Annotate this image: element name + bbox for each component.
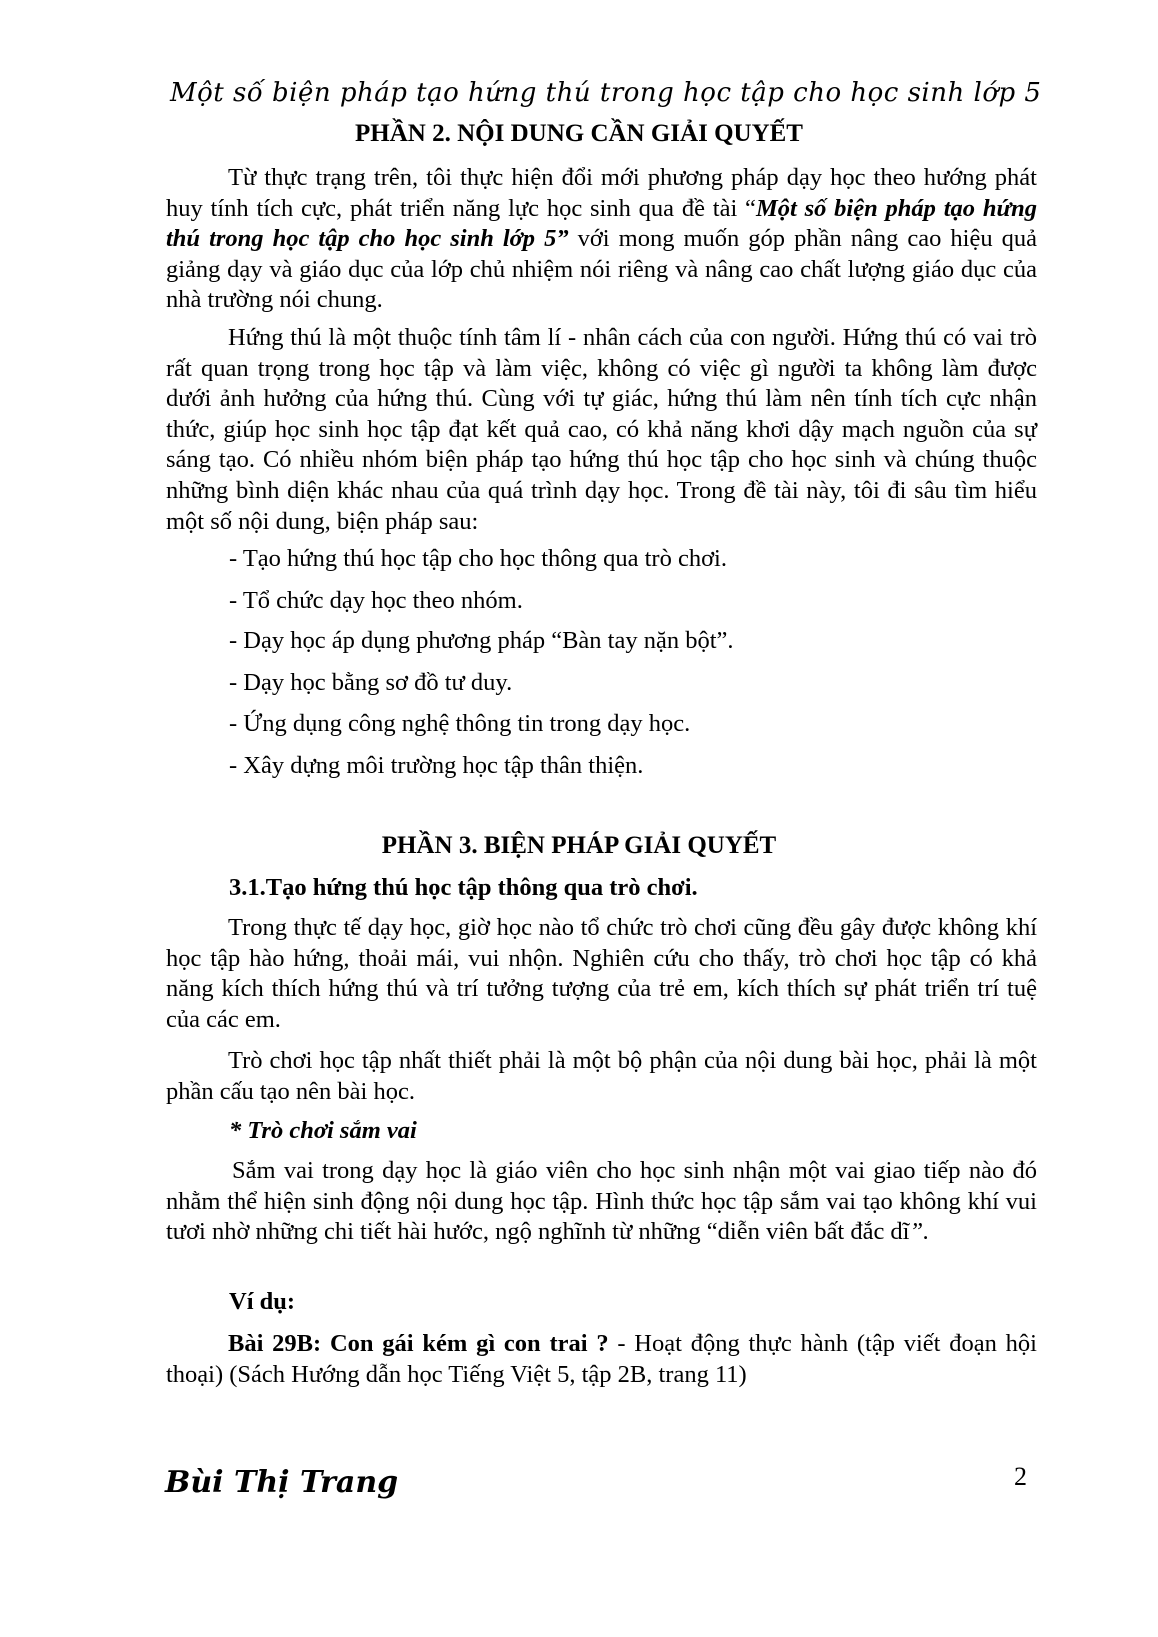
page-number: 2 <box>1014 1462 1027 1491</box>
part2-heading: PHẦN 2. NỘI DUNG CẦN GIẢI QUYẾT <box>355 120 803 147</box>
part3-heading: PHẦN 3. BIỆN PHÁP GIẢI QUYẾT <box>381 832 777 859</box>
part2-paragraph-2: Hứng thú là một thuộc tính tâm lí - nhân cách của con người. Hứng thú có vai trò rất quan trọng trong học tập và làm việc, không có việc gì người ta không làm được dưới ảnh hưởng của hứng thú. Cùng với tự giác, hứng thú làm nên tính tích cực nhận thức, giúp học sinh học tập đạt kết quả cao, có khả năng khơi dậy mạch nguồn của sự sáng tạo. Có nhiều nhóm biện pháp tạo hứng thú học tập cho học sinh và chúng thuộc những bình diện khác nhau của quá trình dạy học. Trong đề tài này, tôi đi sâu tìm hiểu một số nội dung, biện pháp sau: <box>166 324 1037 535</box>
part2-p1-text-c: với mong muốn góp phần nâng cao hiệu quả giảng dạy và giáo dục của lớp chủ nhiệm nói riêng và nâng cao chất lượng giáo dục của nhà trường nói chung. <box>166 225 1037 314</box>
running-header: Một số biện pháp tạo hứng thú trong học tập cho học sinh lớp 5 <box>170 78 1042 108</box>
footer-author: Bùi Thị Trang <box>165 1465 399 1500</box>
part2-p1-text-a: Từ thực trạng trên, tôi thực hiện đổi mới phương pháp dạy học theo hướng phát huy tính tích cực, phát triển năng lực học sinh qua đề tài “ <box>166 164 1037 222</box>
list-item: - Dạy học bằng sơ đồ tư duy. <box>229 669 513 696</box>
roleplay-text: Sắm vai trong dạy học là giáo viên cho học sinh nhận một vai giao tiếp nào đó nhằm thể hiện sinh động nội dung học tập. Hình thức học tập sắm vai tạo không khí vui tươi nhờ những chi tiết hài hước, ngộ nghĩnh từ những “diễn viên bất đắc dĩ <box>166 1157 1037 1246</box>
list-item: - Dạy học áp dụng phương pháp “Bàn tay nặn bột”. <box>229 627 734 654</box>
list-item: - Tạo hứng thú học tập cho học thông qua trò chơi. <box>229 545 727 572</box>
part3-paragraph-2: Trò chơi học tập nhất thiết phải là một bộ phận của nội dung bài học, phải là một phần cấu tạo nên bài học. <box>166 1047 1037 1105</box>
list-item: - Xây dựng môi trường học tập thân thiện. <box>229 752 644 779</box>
list-item: - Tổ chức dạy học theo nhóm. <box>229 587 523 614</box>
section-3-1-heading: 3.1.Tạo hứng thú học tập thông qua trò chơi. <box>229 874 698 901</box>
roleplay-heading: * Trò chơi sắm vai <box>229 1117 417 1144</box>
lesson-detail: - Hoạt động thực hành (tập viết đoạn hội thoại) (Sách Hướng dẫn học Tiếng Việt 5, tập 2B, trang 11) <box>166 1330 1037 1388</box>
project-title: Một số biện pháp tạo hứng thú trong học tập cho học sinh lớp 5” <box>166 194 1037 253</box>
list-item: - Ứng dụng công nghệ thông tin trong dạy học. <box>229 710 691 737</box>
part2-paragraph-1 <box>166 163 1037 316</box>
part3-paragraph-1: Trong thực tế dạy học, giờ học nào tổ chức trò chơi cũng đều gây được không khí học tập hào hứng, thoải mái, vui nhộn. Nghiên cứu cho thấy, trò chơi học tập có khả năng kích thích hứng thú và trí tưởng tượng của trẻ em, kích thích sự phát triển trí tuệ của các em. <box>166 914 1037 1033</box>
example-label: Ví dụ: <box>229 1288 296 1315</box>
roleplay-closing-quote: ”. <box>909 1218 930 1246</box>
example-lesson <box>166 1329 1037 1390</box>
lesson-title: Bài 29B: Con gái kém gì con trai ? <box>228 1330 609 1357</box>
part3-paragraph-3 <box>166 1156 1037 1248</box>
